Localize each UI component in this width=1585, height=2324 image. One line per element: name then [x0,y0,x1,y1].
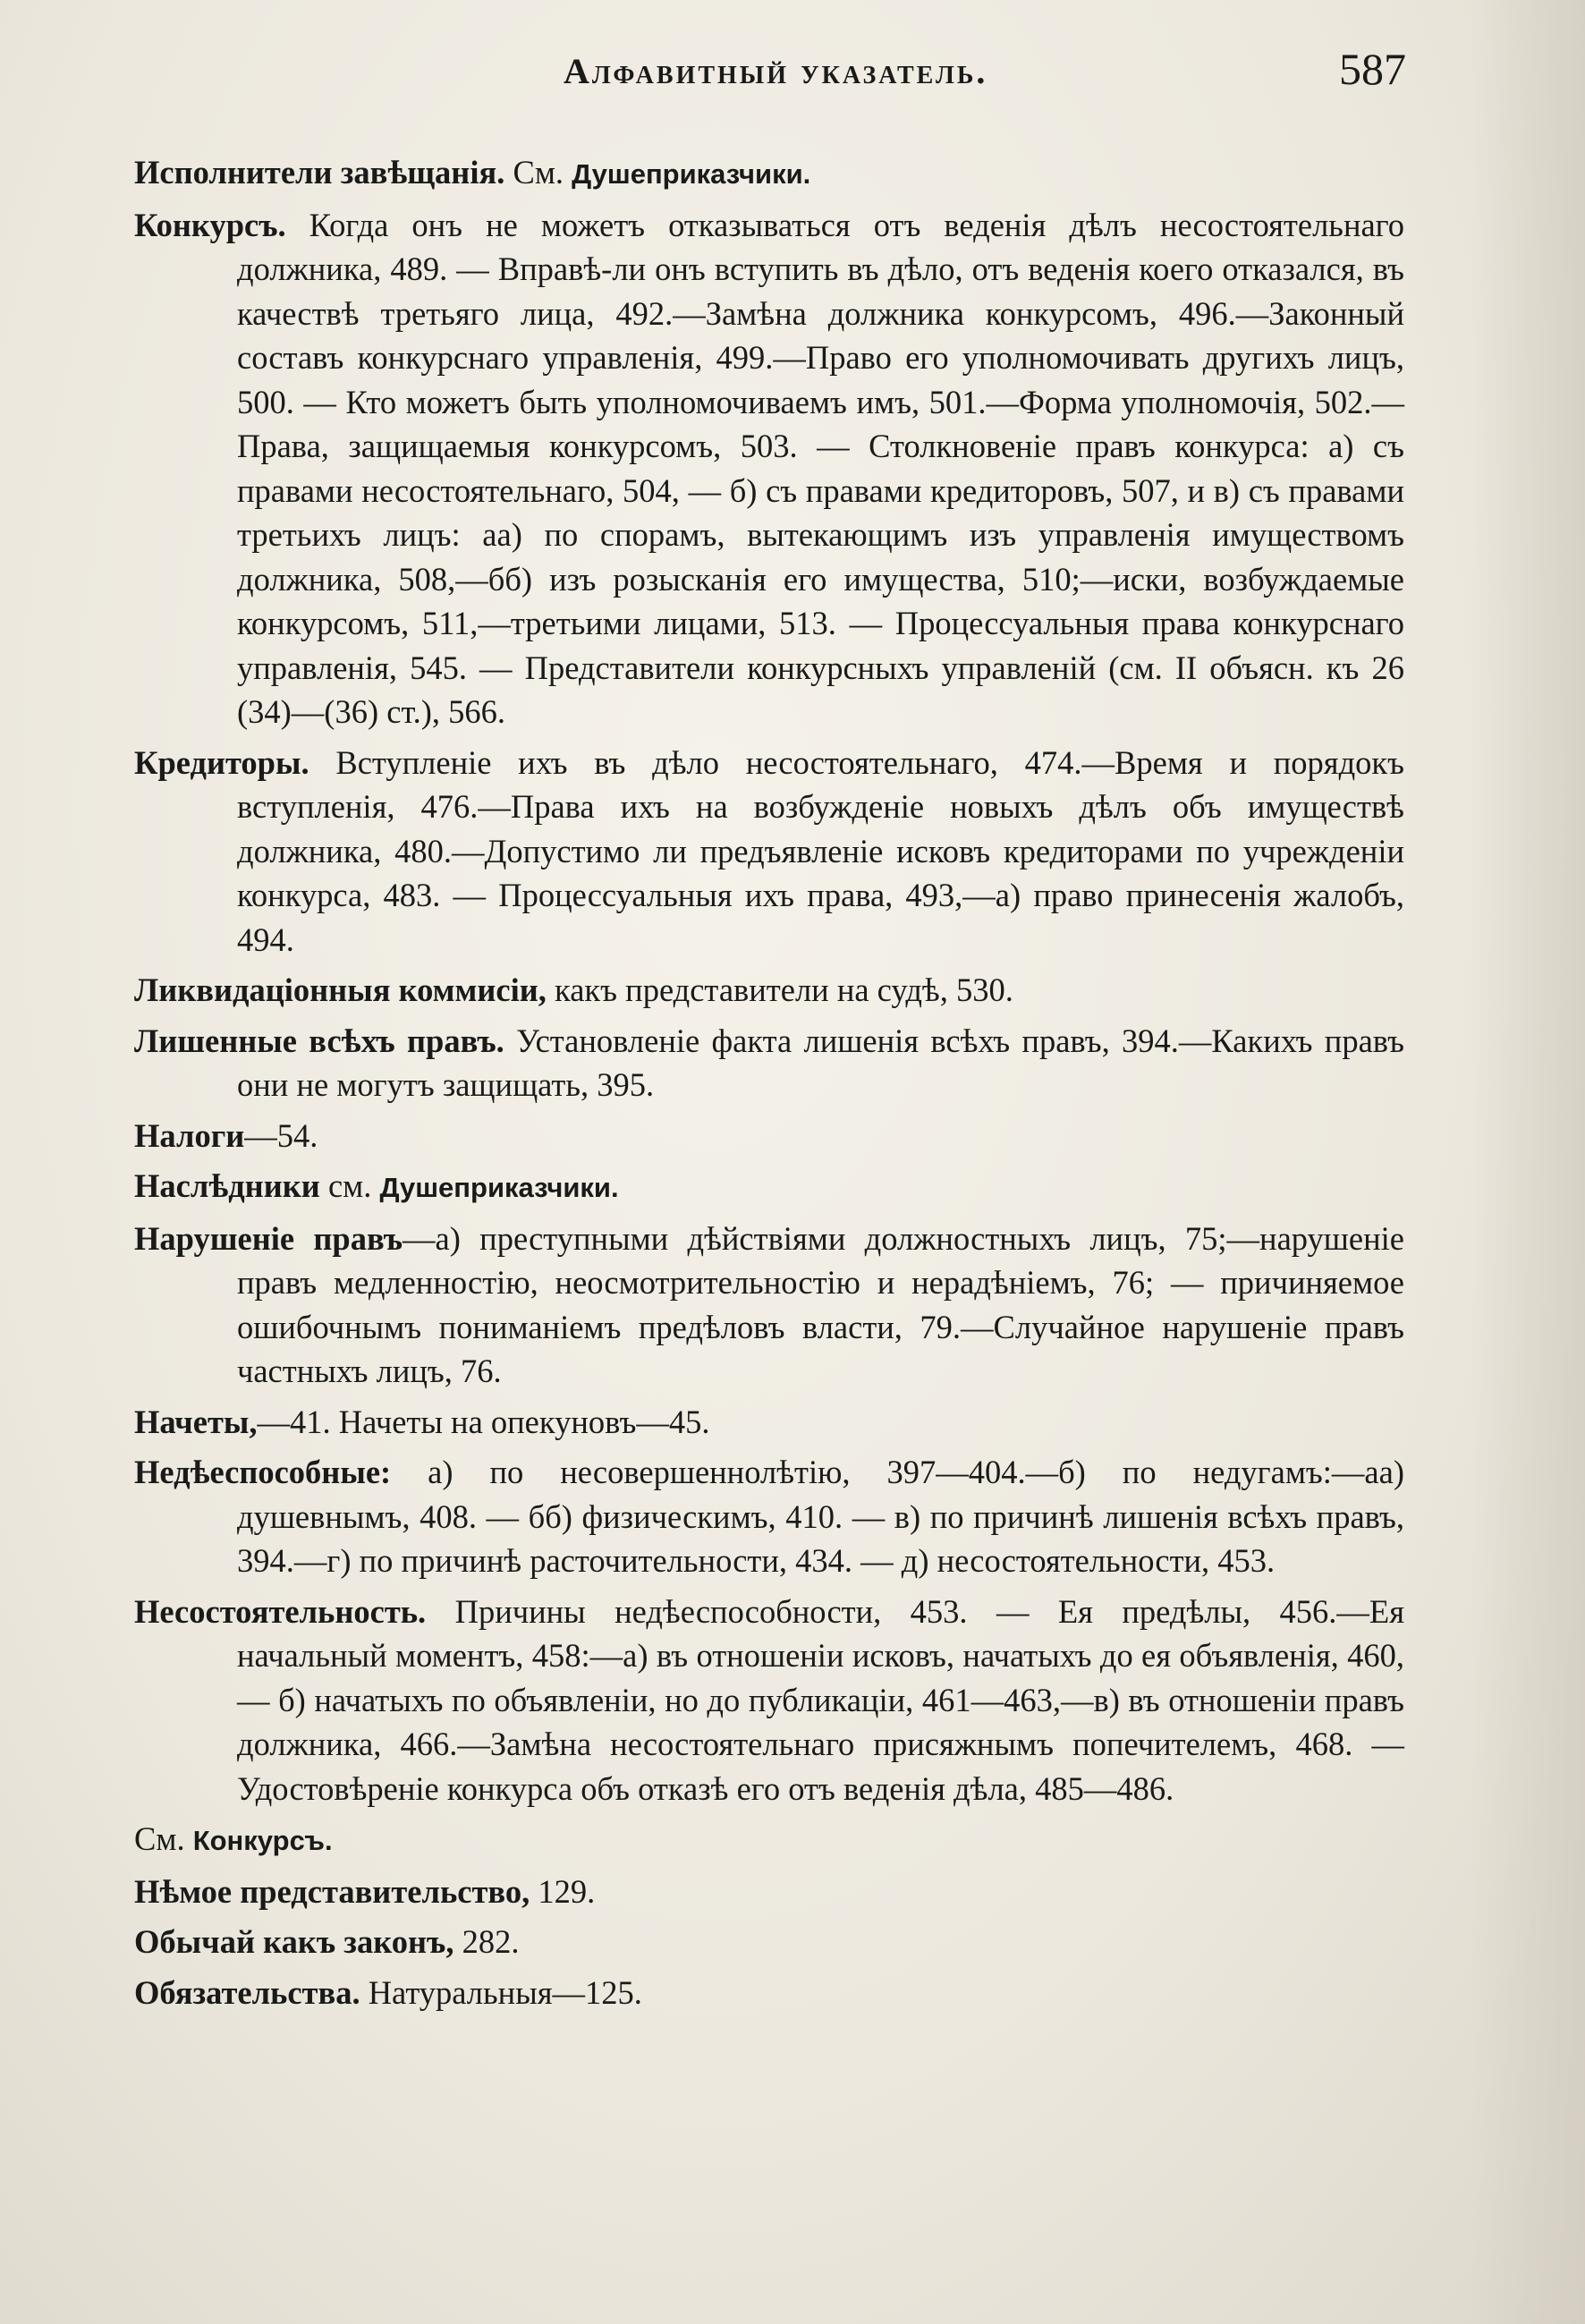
entry-text: См. [504,154,572,191]
index-entry [134,1870,1404,1914]
running-header [134,43,1422,106]
index-entry [134,1400,1404,1445]
entry-term: Нѣмое представительство, [134,1872,530,1910]
running-title: Алфавитный указатель. [564,51,988,91]
entry-term: Наслѣдники [134,1167,320,1204]
index-entry [134,1114,1404,1158]
entry-term: Налоги [134,1116,245,1154]
index-entry [134,1920,1404,1964]
entry-text: 282. [453,1923,520,1960]
entry-text: —41. Начеты на опекуновъ—45. [257,1403,710,1440]
entry-term: Ликвидаціонныя коммисіи, [134,971,547,1008]
entry-term: Начеты, [134,1403,258,1440]
entry-term: Нарушеніе правъ [134,1219,403,1257]
index-entry [134,968,1404,1013]
entry-term: Лишенные всѣхъ правъ. [134,1022,504,1059]
entry-term: Обычай какъ законъ, [134,1923,454,1960]
index-entry [134,1019,1404,1107]
entry-term: Конкурсъ. [134,206,286,243]
index-entry [134,150,1404,197]
entry-text: см. [319,1167,380,1204]
entry-text: Причины недѣеспособности, 453. — Ея предѣлы, 456.—Ея начальный моментъ, 458:—а) въ отношеніи исковъ, начатыхъ до ея объявленія, 460, — б) начатыхъ по объявленіи, но до публикаціи, 461—463,—в) въ отношеніи правъ должника, 466.—Замѣна несостоятельнаго присяжнымъ попечителемъ, 468. — Удостовѣреніе конкурса объ отказѣ его отъ веденія дѣла, 485—486. [237,1592,1404,1807]
index-see-also [134,1817,1404,1863]
index-entry [134,1217,1404,1394]
entry-cross-reference: Душеприказчики. [572,158,811,190]
entry-text: Установленіе факта лишенія всѣхъ правъ, 394.—Какихъ правъ они не могутъ защищать, 395. [237,1022,1404,1103]
entry-text: —54. [244,1116,318,1154]
entry-text: а) по несовершеннолѣтію, 397—404.—б) по недугамъ:—аа) душевнымъ, 408. — бб) физическимъ, 410. — в) по причинѣ лишенія всѣхъ правъ, 394.—г) по причинѣ расточительности, 434. — д) несостоятельности, 453. [237,1454,1404,1579]
page-edge-shadow [1469,0,1585,2324]
entry-text: какъ представители на судѣ, 530. [546,971,1013,1008]
index-entry [134,1164,1404,1210]
entry-text: См. [134,1820,193,1857]
entry-text: Вступленіе ихъ въ дѣло несостоятельнаго, 474.—Время и порядокъ вступленія, 476.—Права ихъ на возбужденіе новыхъ дѣлъ объ имуществѣ должника, 480.—Допустимо ли предъявленіе исковъ кредиторами по учрежденіи конкурса, 483. — Процессуальныя ихъ права, 493,—а) право принесенія жалобъ, 494. [237,743,1404,958]
index-entries [134,150,1404,2021]
page-number: 587 [1339,44,1406,94]
entry-text: Натуральныя—125. [360,1973,642,2011]
index-entry [134,1590,1404,1811]
entry-text: —а) преступными дѣйствіями должностныхъ лицъ, 75;—нарушеніе правъ медленностію, неосмотрительностію и нерадѣніемъ, 76; — причиняемое ошибочнымъ пониманіемъ предѣловъ власти, 79.—Случайное нарушеніе правъ частныхъ лицъ, 76. [237,1219,1404,1389]
entry-text: Когда онъ не можетъ отказываться отъ веденія дѣлъ несостоятельнаго должника, 489. — Вправѣ-ли онъ вступить въ дѣло, отъ веденія коего отказался, въ качествѣ третьяго лица, 492.—Замѣна должника конкурсомъ, 496.—Законный составъ конкурснаго управленія, 499.—Право его уполномочивать другихъ лицъ, 500. — Кто можетъ быть уполномочиваемъ имъ, 501.—Форма уполномочія, 502.—Права, защищаемыя конкурсомъ, 503. — Столкновеніе правъ конкурса: а) съ правами несостоятельнаго, 504, — б) съ правами кредиторовъ, 507, и в) съ правами третьихъ лицъ: аа) по спорамъ, вытекающимъ изъ управленія имуществомъ должника, 508,—бб) изъ розысканія его имущества, 510;—иски, возбуждаемые конкурсомъ, 511,—третьими лицами, 513. — Процессуальныя права конкурснаго управленія, 545. — Представители конкурсныхъ управленій (см. II объясн. къ 26 (34)—(36) ст.), 566. [237,206,1404,730]
entry-term: Обязательства. [134,1973,360,2011]
entry-term: Недѣеспособные: [134,1454,392,1490]
entry-cross-reference: Конкурсъ. [192,1825,333,1856]
entry-term: Несостоятельность. [134,1592,427,1630]
index-entry [134,203,1404,734]
index-entry [134,1971,1404,2015]
entry-cross-reference: Душеприказчики. [379,1172,619,1203]
index-entry [134,741,1404,963]
entry-term: Исполнители завѣщанія. [134,154,505,191]
entry-text: 129. [530,1872,596,1910]
index-entry [134,1450,1404,1583]
entry-term: Кредиторы. [134,743,309,781]
